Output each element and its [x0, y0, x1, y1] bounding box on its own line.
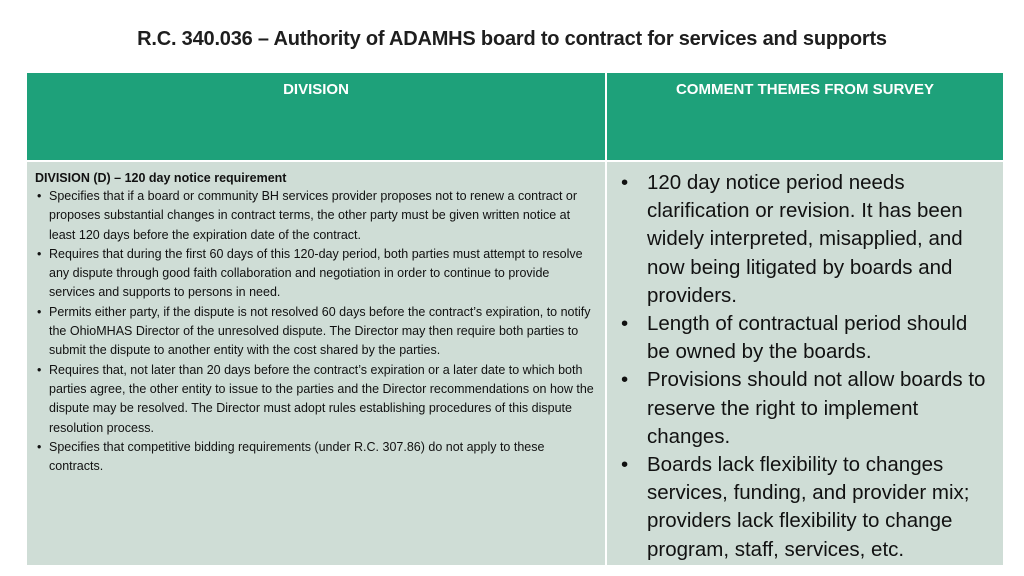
- comment-item: • 120 day notice period needs clarification or revision. It has been widely interpreted, misapplied, and now being litigated by boards and providers.: [647, 169, 989, 310]
- comment-item: • Provisions should not allow boards to reserve the right to implement changes.: [647, 366, 989, 451]
- division-cell: [27, 161, 606, 565]
- division-item: • Requires that, not later than 20 days before the contract’s expiration or a later date to which both parties agree, the other entity to issue to the parties and the Director recommendations on how the dispute may be resolved. The Director must adopt rules establishing procedures of this dispute resolution process.: [49, 361, 597, 438]
- division-item: • Requires that during the first 60 days of this 120-day period, both parties must attempt to resolve any dispute through good faith collaboration and negotiation in order to continue to provide services and supports to persons in need.: [49, 245, 597, 303]
- division-title: DIVISION (D) – 120 day notice requirement: [35, 171, 287, 185]
- header-comment-themes: COMMENT THEMES FROM SURVEY: [606, 73, 1003, 161]
- table-header-row: [27, 73, 1003, 161]
- comments-cell: [606, 161, 1003, 565]
- table-row: [27, 161, 1003, 565]
- comparison-table: [27, 73, 1003, 565]
- division-item: • Specifies that if a board or community BH services provider proposes not to renew a contract or proposes substantial changes in contract terms, the other party must be given written notice at least 120 days before the expiration date of the contract.: [49, 187, 597, 245]
- header-division: DIVISION: [27, 73, 606, 161]
- division-item: • Permits either party, if the dispute is not resolved 60 days before the contract’s expiration, to notify the OhioMHAS Director of the unresolved dispute. The Director may then require both parties to submit the dispute to another entity with the cost shared by the parties.: [49, 303, 597, 361]
- comment-item: • Length of contractual period should be owned by the boards.: [647, 310, 989, 366]
- division-item: • Specifies that competitive bidding requirements (under R.C. 307.86) do not apply to these contracts.: [49, 438, 597, 477]
- page-title: R.C. 340.036 – Authority of ADAMHS board to contract for services and supports: [137, 28, 887, 50]
- comment-item: • Boards lack flexibility to changes services, funding, and provider mix; providers lack flexibility to change program, staff, services, etc.: [647, 451, 989, 564]
- division-list: [35, 187, 597, 476]
- comment-list: [619, 169, 989, 564]
